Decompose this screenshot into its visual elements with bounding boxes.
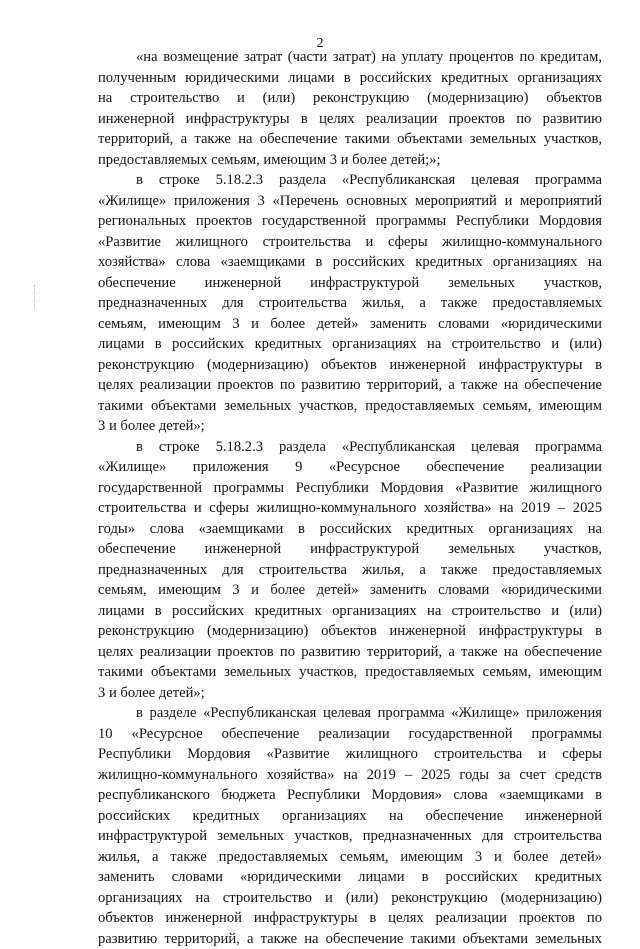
text-line: строительства и сферы жилищно-коммунального хозяйства» на 2019 – 2025	[98, 498, 602, 519]
text-line: в строке 5.18.2.3 раздела «Республиканская целевая программа	[98, 437, 602, 458]
paragraph-4	[98, 703, 602, 949]
text-line: 10 «Ресурсное обеспечение реализации государственной программы	[98, 724, 602, 745]
text-line: Республики Мордовия «Развитие жилищного строительства и сферы	[98, 744, 602, 765]
text-line: 3 и более детей»;	[98, 416, 602, 437]
text-line: реконструкцию (модернизацию) объектов инженерной инфраструктуры в	[98, 355, 602, 376]
text-line: предназначенных для строительства жилья, а также предоставляемых	[98, 560, 602, 581]
text-line: территорий, а также на обеспечение такими объектами земельных участков,	[98, 129, 602, 150]
margin-scan-mark	[34, 285, 38, 309]
text-line: в строке 5.18.2.3 раздела «Республиканская целевая программа	[98, 170, 602, 191]
paragraph-3	[98, 437, 602, 704]
text-line: такими объектами земельных участков, предоставляемых семьям, имеющим	[98, 396, 602, 417]
text-line: «на возмещение затрат (части затрат) на уплату процентов по кредитам,	[98, 47, 602, 68]
text-line: обеспечение инженерной инфраструктурой земельных участков,	[98, 273, 602, 294]
paragraph-2	[98, 170, 602, 437]
text-line: целях реализации проектов по развитию территорий, а также на обеспечение	[98, 642, 602, 663]
paragraph-1	[98, 47, 602, 170]
text-line: в разделе «Республиканская целевая программа «Жилище» приложения	[98, 703, 602, 724]
page-number: 2	[0, 36, 640, 52]
text-line: региональных проектов государственной программы Республики Мордовия	[98, 211, 602, 232]
text-line: жилищно-коммунального хозяйства» на 2019 – 2025 годы за счет средств	[98, 765, 602, 786]
text-line: жилья, а также предоставляемых семьям, имеющим 3 и более детей»	[98, 847, 602, 868]
text-line: заменить словами «юридическими лицами в российских кредитных	[98, 867, 602, 888]
text-line: российских кредитных организациях на обеспечение инженерной	[98, 806, 602, 827]
text-line: организациях на строительство и (или) реконструкцию (модернизацию)	[98, 888, 602, 909]
text-line: такими объектами земельных участков, предоставляемых семьям, имеющим	[98, 662, 602, 683]
text-line: республиканского бюджета Республики Мордовия» слова «заемщиками в	[98, 785, 602, 806]
text-line: 3 и более детей»;	[98, 683, 602, 704]
text-line: семьям, имеющим 3 и более детей» заменить словами «юридическими	[98, 580, 602, 601]
text-line: лицами в российских кредитных организациях на строительство и (или)	[98, 601, 602, 622]
text-line: годы» слова «заемщиками в российских кредитных организациях на	[98, 519, 602, 540]
text-line: семьям, имеющим 3 и более детей» заменить словами «юридическими	[98, 314, 602, 335]
text-line: лицами в российских кредитных организациях на строительство и (или)	[98, 334, 602, 355]
text-line: предназначенных для строительства жилья, а также предоставляемых	[98, 293, 602, 314]
text-line: инфраструктурой земельных участков, предназначенных для строительства	[98, 826, 602, 847]
text-line: инженерной инфраструктуры в целях реализации проектов по развитию	[98, 109, 602, 130]
text-line: «Развитие жилищного строительства и сферы жилищно-коммунального	[98, 232, 602, 253]
text-line: целях реализации проектов по развитию территорий, а также на обеспечение	[98, 375, 602, 396]
text-line: государственной программы Республики Мордовия «Развитие жилищного	[98, 478, 602, 499]
text-line: полученным юридическими лицами в российских кредитных организациях	[98, 68, 602, 89]
text-line: «Жилище» приложения 3 «Перечень основных мероприятий и мероприятий	[98, 191, 602, 212]
text-line: реконструкцию (модернизацию) объектов инженерной инфраструктуры в	[98, 621, 602, 642]
text-line: хозяйства» слова «заемщиками в российских кредитных организациях на	[98, 252, 602, 273]
text-line: предоставляемых семьям, имеющим 3 и более детей;»;	[98, 150, 602, 171]
document-body	[98, 47, 602, 949]
text-line: объектов инженерной инфраструктуры в целях реализации проектов по	[98, 908, 602, 929]
text-line: на строительство и (или) реконструкцию (модернизацию) объектов	[98, 88, 602, 109]
text-line: «Жилище» приложения 9 «Ресурсное обеспечение реализации	[98, 457, 602, 478]
text-line: развитию территорий, а также на обеспечение такими объектами земельных	[98, 929, 602, 949]
text-line: обеспечение инженерной инфраструктурой земельных участков,	[98, 539, 602, 560]
